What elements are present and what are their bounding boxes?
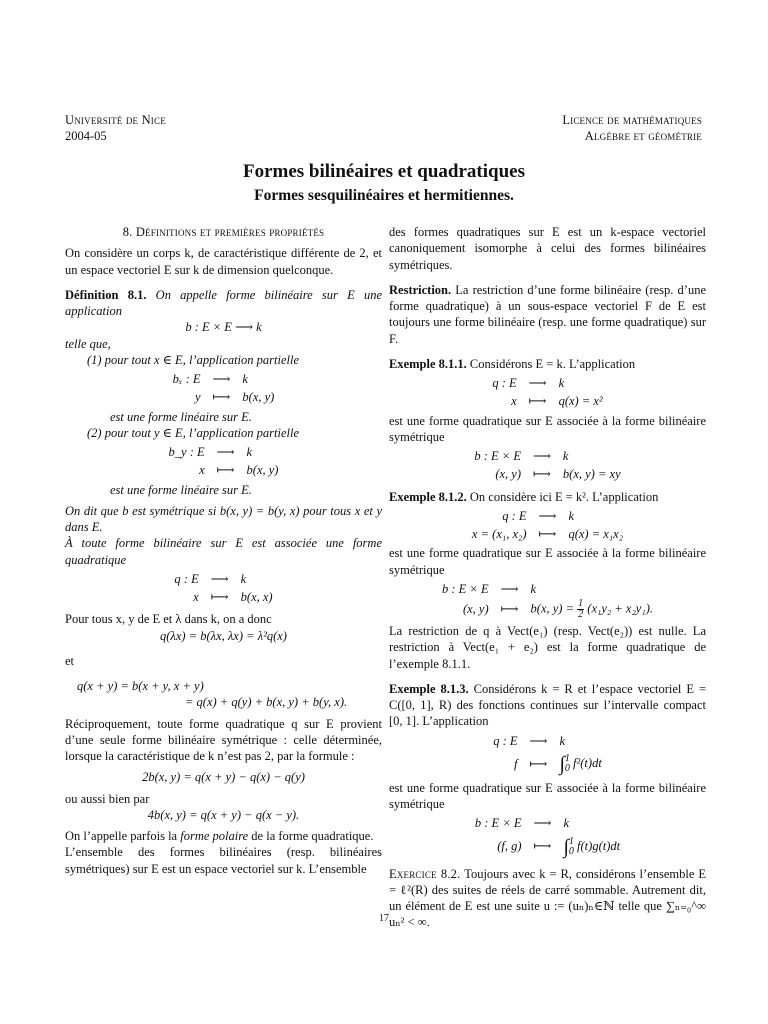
licence-name: Licence de mathématiques — [562, 113, 702, 127]
maps-to-icon: ⟼ — [533, 467, 551, 482]
map-codomain: k — [240, 571, 247, 586]
example-text: Considérons E = k. L’application — [469, 356, 636, 371]
map-variable: x — [199, 463, 205, 478]
page-title: Formes bilinéaires et quadratiques — [242, 161, 525, 182]
map-codomain: k — [562, 449, 569, 463]
map-domain: q : E — [493, 733, 518, 748]
academic-year: 2004-05 — [65, 129, 107, 144]
intro-paragraph: On considère un corps k, de caractéristique différente de 2, et un espace vectoriel E sur k de dimension quelconque. — [65, 246, 382, 277]
integral-lower: 0 — [564, 762, 570, 774]
course-name: Algèbre et géométrie — [584, 129, 702, 144]
equation-polar-1: 2b(x, y) = q(x + y) − q(x) − q(y) — [142, 770, 305, 785]
map-variable: (x, y) — [495, 467, 521, 482]
map-image: q(x) = x² — [558, 394, 603, 409]
integral-upper: 1 — [568, 835, 574, 847]
arrow-icon: ⟶ — [210, 571, 229, 586]
arrow-icon: ⟶ — [529, 733, 548, 748]
map-image: q(x) = x₁x₂ — [568, 527, 624, 541]
maps-to-icon: ⟼ — [538, 527, 557, 541]
maps-to-icon: ⟼ — [212, 390, 231, 405]
item-1-end: est une forme linéaire sur E. — [110, 409, 252, 424]
map-codomain: k — [563, 816, 569, 831]
integral-icon: ∫ — [559, 752, 565, 775]
map-variable: y — [194, 390, 201, 405]
arrow-icon: ⟶ — [538, 508, 557, 523]
definition-8-1 — [65, 287, 382, 320]
header-left — [65, 112, 166, 145]
symmetric-definition: On dit que b est symétrique si b(x, y) = b(y, x) pour tous x et y dans E. — [65, 503, 382, 534]
example-2-end: La restriction de q à Vect(e₁) (resp. Vect(e₂)) est nulle. La restriction à Vect(e₁ + e₂) est la forme quadratique de l’exemple 8.1.1. — [389, 624, 706, 671]
equation-homogeneity: q(λx) = b(λx, λx) = λ²q(x) — [160, 628, 287, 643]
map-image: b(x, y) — [246, 463, 279, 478]
item-1: (1) pour tout x ∈ E, l’application partielle — [87, 352, 299, 367]
arrow-icon: ⟶ — [500, 581, 519, 596]
map-image — [553, 750, 607, 778]
example-2-quadratic-map — [466, 507, 629, 544]
map-codomain: k — [558, 376, 565, 390]
map-variable: (f, g) — [497, 839, 522, 854]
definition-text: On appelle forme bilinéaire sur E une application — [65, 287, 382, 318]
continuation-paragraph: des formes quadratiques sur E est un k-espace vectoriel canoniquement isomorphe à celui des formes bilinéaires symétriques. — [389, 225, 706, 272]
page-subtitle: Formes sesquilinéaires et hermitiennes. — [254, 187, 514, 204]
item-2-end: est une forme linéaire sur E. — [110, 482, 252, 497]
example-text: On considère ici E = k². L’application — [469, 489, 659, 504]
integral-icon: ∫ — [563, 835, 569, 858]
map-variable: x — [511, 394, 517, 409]
map-image — [525, 598, 659, 621]
maps-to-icon: ⟼ — [500, 602, 519, 617]
integral-lower: 0 — [568, 845, 574, 857]
section-heading: 8. Définitions et premières propriétés — [122, 225, 325, 239]
polar-form-paragraph — [65, 828, 382, 844]
integral-bounds — [565, 754, 570, 774]
header-right — [562, 112, 702, 145]
integrand: f²(t)dt — [573, 755, 602, 770]
one-half-fraction — [577, 599, 584, 620]
example-3-mid: est une forme quadratique sur E associée à la forme bilinéaire symétrique — [389, 780, 706, 811]
maps-to-icon: ⟼ — [210, 590, 229, 604]
map-codomain: k — [568, 508, 575, 523]
maps-to-icon: ⟼ — [528, 394, 547, 409]
restriction-text: La restriction d’une forme bilinéaire (resp. d’une forme quadratique) à un sous-espace vectoriel F de E est toujours une forme bilinéaire (resp. une forme quadratique) sur F. — [389, 282, 706, 346]
example-1-mid: est une forme quadratique sur E associée à la forme bilinéaire symétrique — [389, 413, 706, 444]
example-1-bilinear-map — [468, 447, 626, 484]
fraction-numerator: 1 — [578, 598, 584, 609]
arrow-icon: ⟶ — [533, 816, 552, 831]
example-8-1-1 — [389, 356, 706, 372]
exercise-label: Exercice 8.2. — [389, 866, 461, 881]
map-image-pre: b(x, y) = — [530, 601, 575, 616]
partial-map-bx — [167, 370, 281, 407]
map-domain: q : E — [502, 508, 527, 523]
arrow-icon: ⟶ — [533, 449, 551, 463]
et-text: et — [65, 653, 75, 668]
map-domain: b_y : E — [168, 445, 205, 459]
example-2-mid: est une forme quadratique sur E associée à la forme bilinéaire symétrique — [389, 546, 706, 577]
equation-sum-line-2: = q(x) + q(y) + b(x, y) + b(y, x). — [185, 695, 348, 710]
example-label: Exemple 8.1.2. — [389, 489, 467, 504]
map-image-post: (x₁y₂ + x₂y₁). — [587, 601, 653, 616]
right-column — [389, 224, 706, 931]
map-codomain: k — [530, 581, 537, 596]
arrow-icon: ⟶ — [216, 445, 235, 459]
maps-to-icon: ⟼ — [533, 839, 552, 854]
pour-tous: Pour tous x, y de E et λ dans k, on a donc — [65, 612, 272, 627]
example-3-bilinear-map — [469, 814, 626, 860]
map-variable: f — [514, 756, 518, 771]
integral-bounds — [569, 837, 574, 857]
item-2: (2) pour tout y ∈ E, l’application partielle — [87, 425, 299, 440]
polar-term: forme polaire — [180, 829, 249, 843]
exercise-text: Toujours avec k = R, considérons l’ensemble E = ℓ²(R) des suites de réels de carré sommable. Autrement dit, un élément de E est une suite u := (uₙ)ₙ∈ℕ telle que ∑ₙ₌₀^∞ uₙ² < ∞. — [389, 866, 706, 930]
definition-map: b : E × E ⟶ k — [185, 320, 262, 335]
map-variable: x = (x₁, x₂) — [471, 527, 527, 541]
associated-quadratic: À toute forme bilinéaire sur E est associée une forme quadratique — [65, 536, 382, 567]
example-2-bilinear-map — [436, 580, 659, 621]
maps-to-icon: ⟼ — [216, 463, 235, 478]
page-number: 17 — [379, 913, 389, 924]
equation-polar-2: 4b(x, y) = q(x + y) − q(x − y). — [147, 807, 300, 822]
example-1-quadratic-map — [486, 374, 608, 411]
map-codomain: k — [559, 733, 565, 748]
map-image: b(x, y) — [242, 390, 275, 405]
example-label: Exemple 8.1.1. — [389, 356, 467, 371]
fraction-denominator: 2 — [578, 609, 584, 620]
example-8-1-3 — [389, 681, 706, 730]
map-domain: q : E — [492, 376, 517, 390]
polar-text-pre: On l’appelle parfois la — [65, 829, 178, 843]
example-8-1-2 — [389, 489, 706, 505]
map-image: b(x, x) — [240, 590, 273, 604]
ensemble-paragraph: L’ensemble des formes bilinéaires (resp. bilinéaires symétriques) sur E est un espace vectoriel sur k. L’ensemble — [65, 845, 382, 876]
telle-que: telle que, — [65, 336, 111, 351]
restriction-label: Restriction. — [389, 282, 452, 297]
restriction-paragraph — [389, 282, 706, 347]
map-domain: q : E — [174, 571, 199, 586]
arrow-icon: ⟶ — [212, 372, 231, 386]
arrow-icon: ⟶ — [528, 376, 547, 390]
partial-map-by — [163, 443, 285, 480]
example-3-quadratic-map — [487, 732, 608, 778]
map-image: b(x, y) = xy — [562, 467, 621, 482]
map-codomain: k — [246, 445, 253, 459]
integrand: f(t)g(t)dt — [577, 838, 621, 853]
ou-aussi: ou aussi bien par — [65, 791, 150, 806]
map-domain: b : E × E — [474, 816, 522, 831]
map-domain: b : E × E — [442, 581, 489, 596]
left-column — [65, 224, 382, 877]
map-image — [557, 833, 626, 861]
definition-label: Définition 8.1. — [65, 287, 147, 302]
example-label: Exemple 8.1.3. — [389, 681, 469, 696]
maps-to-icon: ⟼ — [529, 756, 548, 771]
reciprocal-paragraph: Réciproquement, toute forme quadratique q sur E provient d’une seule forme bilinéaire symétrique : celle déterminée, lorsque la caractéristique de k n’est pas 2, par la formule : — [65, 716, 382, 763]
map-variable: x — [193, 590, 199, 604]
integral-upper: 1 — [564, 752, 570, 764]
equation-sum-line-1: q(x + y) = b(x + y, x + y) — [77, 679, 204, 693]
polar-text-post: de la forme quadratique. — [251, 829, 374, 843]
map-codomain: k — [242, 372, 248, 386]
university-name: Université de Nice — [65, 113, 166, 127]
example-text: Considérons k = R et l’espace vectoriel E = C([0, 1], R) des fonctions continues sur l’intervalle compact [0, 1]. L’application — [389, 681, 706, 729]
map-domain: b : E × E — [474, 449, 521, 463]
map-variable: (x, y) — [462, 602, 489, 617]
map-domain: bₓ : E — [172, 372, 201, 386]
quadratic-map — [168, 570, 278, 607]
